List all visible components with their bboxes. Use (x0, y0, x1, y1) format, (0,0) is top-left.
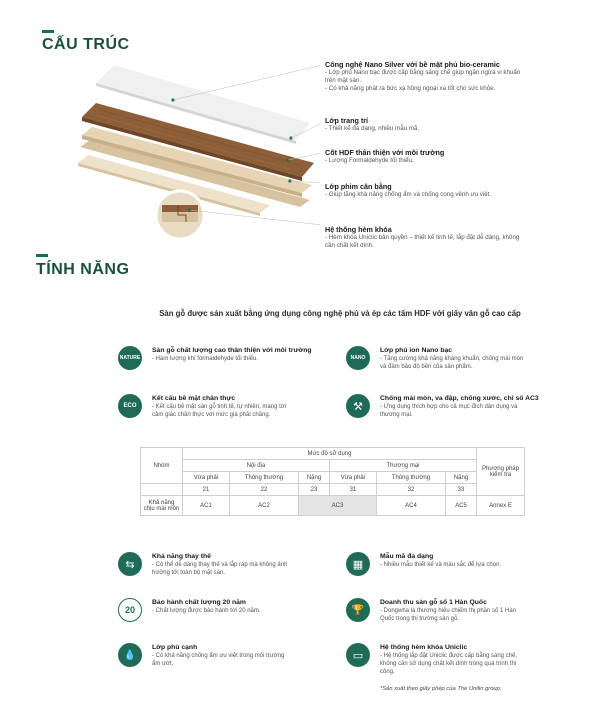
table-method-header: Phương pháp kiểm tra (477, 448, 525, 496)
warranty-20-icon: 20 (118, 598, 142, 622)
table-code: 31 (329, 484, 376, 496)
table-method: Annex E (477, 496, 525, 516)
nano-badge-icon: NANO (346, 346, 370, 370)
table-usage-header: Mức độ sử dụng (183, 448, 477, 460)
table-row-label: Khả năng chịu mài mòn (141, 496, 183, 516)
features-subtitle: Sàn gỗ được sản xuất bằng ứng dụng công nghệ phủ và ép các tấm HDF với giấy vân gỗ cao cấp (159, 309, 521, 318)
table-commercial: Thương mại (329, 460, 476, 472)
table-value: AC1 (183, 496, 230, 516)
features-title: TÍNH NĂNG (36, 261, 130, 278)
table-group-header: Nhóm (141, 448, 183, 484)
layer-label-lock: Hệ thống hèm khóa - Hèm khóa Uniclic bản quyền – thiết kế tinh tế, lắp đặt dễ dàng, không cần chất kết dính. (325, 225, 520, 250)
layer-label-nano: Công nghệ Nano Silver với bề mặt phủ bio-ceramic - Lớp phủ Nano bạc được cấp bằng sáng chế giúp ngăn ngừa vi khuẩn trên mặt sàn. - Có khả năng phát ra bức xạ hồng ngoại xa tốt cho sức khỏe. (325, 60, 521, 93)
nature-badge-icon: NATURE (118, 346, 142, 370)
features-title-bar (36, 254, 48, 257)
layer-label-balancing: Lớp phim cân bằng - Giúp tăng khả năng chống ẩm và chống cong vênh ưu việt. (325, 182, 492, 198)
table-level: Thông thường (229, 472, 298, 484)
table-code: 32 (376, 484, 445, 496)
floor-layers-illustration (70, 55, 320, 255)
trophy-icon: 🏆 (346, 598, 370, 622)
table-level: Vừa phải (183, 472, 230, 484)
table-value: AC2 (229, 496, 298, 516)
table-level: Vừa phải (329, 472, 376, 484)
table-code: 23 (299, 484, 330, 496)
lock-system-icon: ▭ (346, 643, 370, 667)
table-value: AC4 (376, 496, 445, 516)
footnote: *Sản xuất theo giấy phép của The Unilin group. (380, 686, 502, 692)
table-level: Nặng (299, 472, 330, 484)
table-residential: Nội địa (183, 460, 330, 472)
structure-title: CẤU TRÚC (42, 36, 130, 53)
structure-title-bar (42, 30, 54, 33)
table-value-highlight: AC3 (299, 496, 377, 516)
hammer-icon: ⚒ (346, 394, 370, 418)
table-level: Nặng (446, 472, 477, 484)
table-level: Thông thường (376, 472, 445, 484)
abrasion-class-table (140, 447, 525, 516)
table-code: 33 (446, 484, 477, 496)
table-value: AC5 (446, 496, 477, 516)
table-code: 22 (229, 484, 298, 496)
pattern-icon: ▦ (346, 552, 370, 576)
eco-badge-icon: ECO (118, 394, 142, 418)
layer-label-decor: Lớp trang trí - Thiết kế đa dạng, nhiều mẫu mã. (325, 116, 420, 132)
table-code: 21 (183, 484, 230, 496)
replace-icon: ⇆ (118, 552, 142, 576)
water-drops-icon: 💧 (118, 643, 142, 667)
layer-label-hdf: Cốt HDF thân thiện với môi trường - Lượng Formaldehyde tối thiểu. (325, 148, 445, 164)
